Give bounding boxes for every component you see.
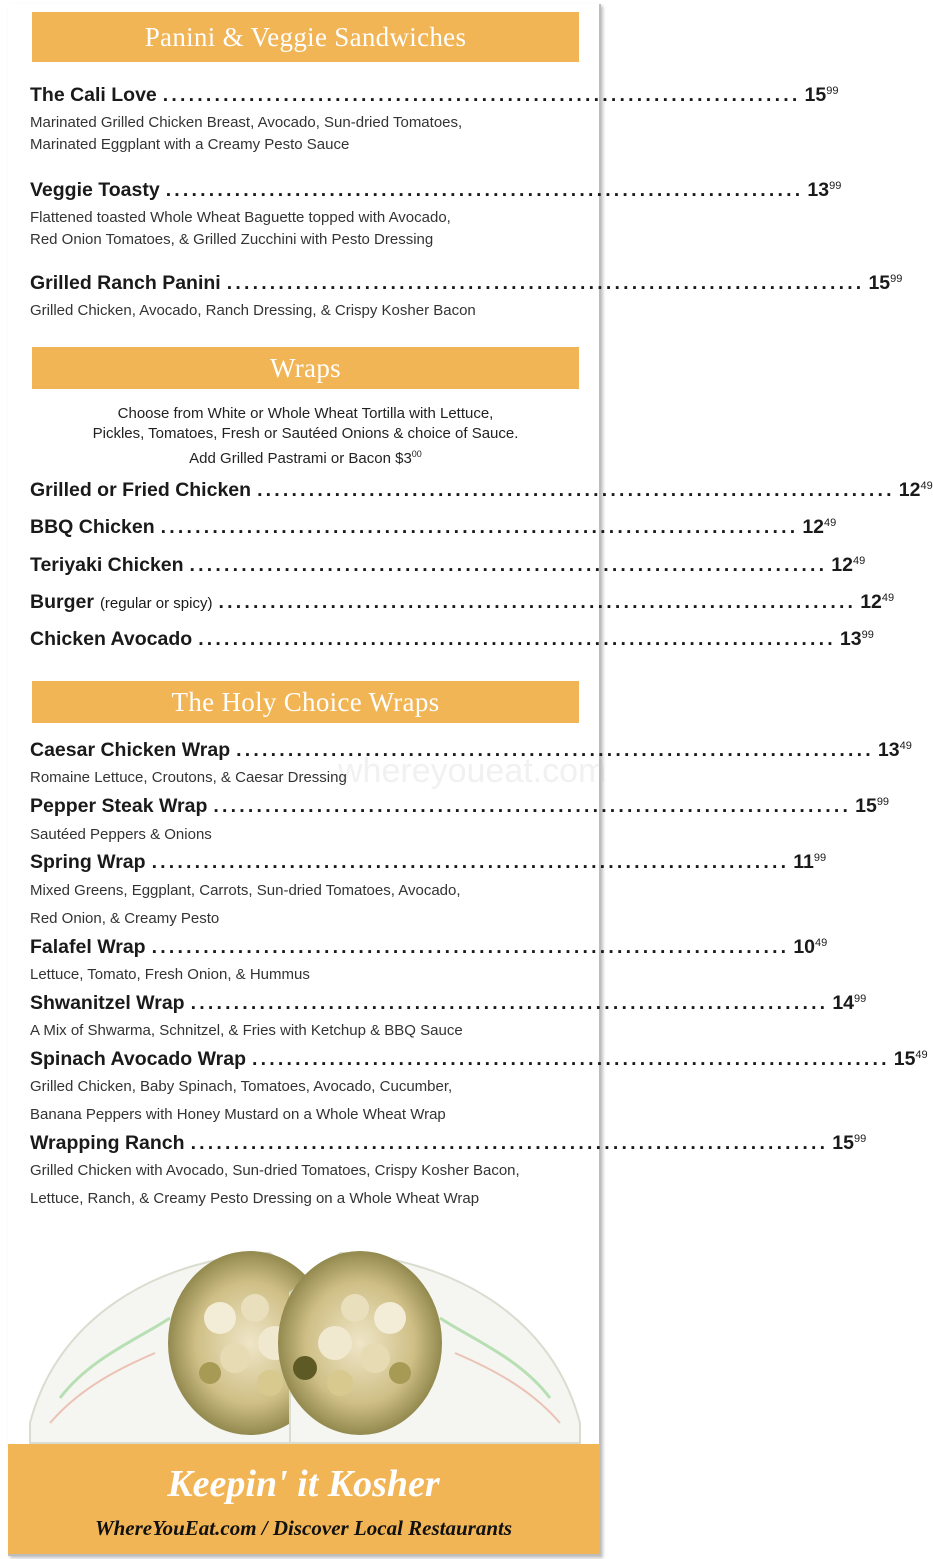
dot-leader: .......................................................................... [257, 479, 895, 501]
menu-item [30, 479, 933, 502]
menu-item [30, 272, 903, 295]
item-name: Teriyaki Chicken [30, 554, 184, 576]
dot-leader: .......................................................................... [226, 272, 865, 294]
item-name: Shwanitzel Wrap [30, 992, 185, 1014]
menu-item [30, 795, 890, 818]
dot-leader: .......................................................................... [213, 795, 852, 817]
item-description: Flattened toasted Whole Wheat Baguette topped with Avocado, Red Onion Tomatoes, & Grilled Zucchini with Pesto Dressing [30, 209, 451, 248]
dot-leader: .......................................................................... [218, 591, 857, 613]
item-price: $12^{49}$ [898, 479, 933, 501]
item-name: Grilled or Fried Chicken [30, 479, 252, 501]
section-header-holy-choice: The Holy Choice Wraps [32, 681, 579, 723]
menu-item [30, 179, 842, 202]
menu-item [30, 516, 837, 539]
watermark: whereyoueat.com [338, 752, 607, 790]
menu-item [30, 84, 839, 107]
dot-leader: .......................................................................... [162, 84, 801, 106]
item-name: Burger [30, 591, 94, 613]
item-price: $15^{99}$ [868, 272, 903, 294]
item-name: Grilled Ranch Panini [30, 272, 221, 294]
dot-leader: .......................................................................... [165, 179, 804, 201]
dot-leader: .......................................................................... [190, 992, 829, 1014]
item-price: $12^{49}$ [802, 516, 837, 538]
item-price: $15^{49}$ [893, 1048, 928, 1070]
item-price: $10^{49}$ [793, 936, 828, 958]
wrap-photo-right [278, 1251, 580, 1443]
menu-item [30, 1132, 867, 1155]
item-price: $15^{99}$ [804, 84, 839, 106]
item-description: Marinated Grilled Chicken Breast, Avocado, Sun-dried Tomatoes, Marinated Eggplant with a Creamy Pesto Sauce [30, 114, 463, 153]
item-name: Falafel Wrap [30, 936, 146, 958]
item-description: A Mix of Shwarma, Schnitzel, & Fries with Ketchup & BBQ Sauce [30, 1022, 463, 1039]
item-price: $11^{99}$ [793, 851, 827, 873]
item-name: Chicken Avocado [30, 628, 193, 650]
menu-item [30, 739, 912, 762]
item-name: Caesar Chicken Wrap [30, 739, 231, 761]
item-price: $13^{99}$ [807, 179, 842, 201]
menu-item [30, 851, 827, 874]
site-credit-link[interactable]: WhereYouEat.com / Discover Local Restaurants [94, 1516, 513, 1540]
dot-leader: .......................................................................... [198, 628, 836, 650]
item-description: Romaine Lettuce, Croutons, & Caesar Dressing [30, 769, 347, 786]
item-description: Grilled Chicken with Avocado, Sun-dried Tomatoes, Crispy Kosher Bacon, Lettuce, Ranch, & Creamy Pesto Dressing on a Whole Wheat Wrap [30, 1162, 520, 1207]
item-price: $13^{49}$ [877, 739, 912, 761]
menu-item [30, 554, 866, 577]
item-name: Veggie Toasty [30, 179, 160, 201]
item-name: The Cali Love [30, 84, 157, 106]
menu-page [8, 4, 933, 1556]
menu-item [30, 1048, 928, 1071]
item-description: Grilled Chicken, Avocado, Ranch Dressing, & Crispy Kosher Bacon [30, 302, 476, 319]
dot-leader: .......................................................................... [151, 936, 790, 958]
item-description: Mixed Greens, Eggplant, Carrots, Sun-dried Tomatoes, Avocado, Red Onion, & Creamy Pesto [30, 882, 461, 927]
item-price: $15^{99}$ [832, 1132, 867, 1154]
dot-leader: .......................................................................... [160, 516, 799, 538]
dot-leader: .......................................................................... [151, 851, 790, 873]
item-price: $12^{49}$ [831, 554, 866, 576]
item-note: (regular or spicy) [99, 595, 213, 612]
section-header-panini: Panini & Veggie Sandwiches [32, 12, 579, 62]
dot-leader: .......................................................................... [190, 1132, 829, 1154]
item-description: Sautéed Peppers & Onions [30, 826, 212, 843]
item-description: Grilled Chicken, Baby Spinach, Tomatoes, Avocado, Cucumber, Banana Peppers with Honey Mustard on a Whole Wheat Wrap [30, 1078, 453, 1123]
slogan: Keepin' it Kosher [167, 1463, 440, 1505]
wraps-intro: Choose from White or Whole Wheat Tortilla with Lettuce, Pickles, Tomatoes, Fresh or Sautéed Onions & choice of Sauce. Add Grilled Pastrami or Bacon $\$3^{00}$ [92, 405, 519, 467]
dot-leader: .......................................................................... [252, 1048, 890, 1070]
item-name: Pepper Steak Wrap [30, 795, 208, 817]
section-header-wraps: Wraps [32, 347, 579, 389]
menu-item [30, 591, 895, 614]
menu-item [30, 628, 874, 651]
item-name: Wrapping Ranch [30, 1132, 185, 1154]
wrap-photo [20, 1248, 590, 1448]
item-price: $15^{99}$ [855, 795, 890, 817]
item-price: $12^{49}$ [860, 591, 895, 613]
item-name: Spinach Avocado Wrap [30, 1048, 246, 1070]
dot-leader: .......................................................................... [236, 739, 874, 761]
item-price: $13^{99}$ [839, 628, 874, 650]
item-description: Lettuce, Tomato, Fresh Onion, & Hummus [30, 966, 310, 983]
dot-leader: .......................................................................... [189, 554, 828, 576]
menu-item [30, 992, 867, 1015]
item-name: Spring Wrap [30, 851, 146, 873]
item-price: $14^{99}$ [832, 992, 867, 1014]
menu-item [30, 936, 828, 959]
item-name: BBQ Chicken [30, 516, 155, 538]
